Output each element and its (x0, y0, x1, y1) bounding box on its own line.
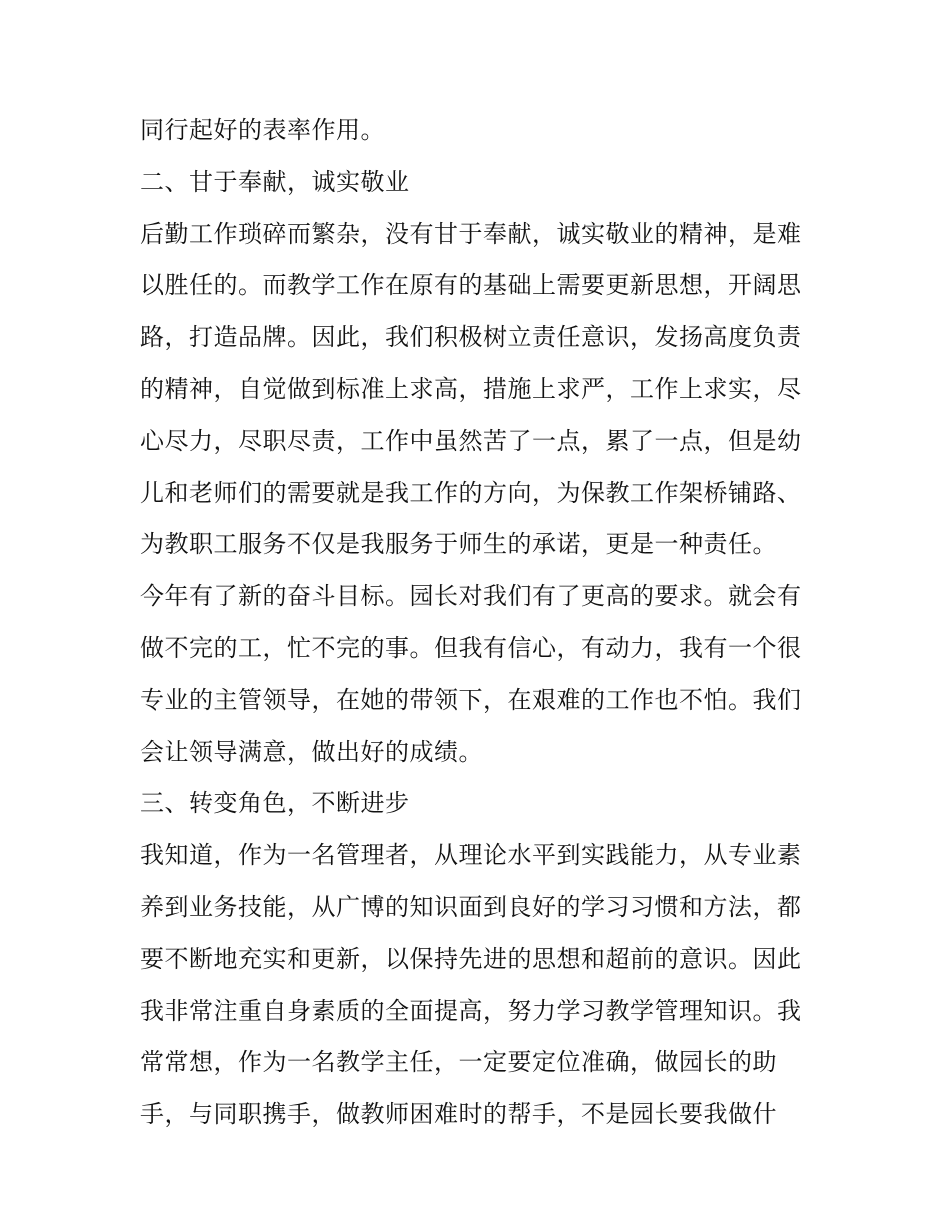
body-text (140, 105, 820, 1141)
text-line-19: 常常想，作为一名教学主任，一定要定位准确，做园长的助 (140, 1048, 777, 1077)
text-line-5: 路，打造品牌。因此，我们积极树立责任意识，发扬高度负责 (140, 323, 802, 352)
text-line-9: 为教职工服务不仅是我服务于师生的承诺，更是一种责任。 (140, 530, 777, 559)
text-line-13: 会让领导满意，做出好的成绩。 (140, 737, 483, 766)
text-line-11: 做不完的工，忙不完的事。但我有信心，有动力，我有一个很 (140, 633, 802, 662)
text-line-1: 同行起好的表率作用。 (140, 116, 385, 144)
text-line-6: 的精神，自觉做到标准上求高，措施上求严，工作上求实，尽 (140, 374, 802, 403)
text-line-20: 手，与同职携手，做教师困难时的帮手，不是园长要我做什 (140, 1100, 777, 1129)
section-heading-3: 三、转变角色，不断进步 (140, 789, 410, 818)
text-line-3: 后勤工作琐碎而繁杂，没有甘于奉献，诚实敬业的精神，是难 (140, 219, 802, 248)
text-line-17: 要不断地充实和更新，以保持先进的思想和超前的意识。因此 (140, 944, 802, 973)
section-heading-2: 二、甘于奉献，诚实敬业 (140, 167, 410, 196)
text-line-7: 心尽力，尽职尽责，工作中虽然苦了一点，累了一点，但是幼 (140, 426, 802, 455)
text-line-18: 我非常注重自身素质的全面提高，努力学习教学管理知识。我 (140, 996, 802, 1025)
text-line-16: 养到业务技能，从广博的知识面到良好的学习习惯和方法，都 (140, 892, 802, 921)
text-line-10: 今年有了新的奋斗目标。园长对我们有了更高的要求。就会有 (140, 582, 802, 611)
text-line-4: 以胜任的。而教学工作在原有的基础上需要更新思想，开阔思 (140, 271, 802, 300)
text-line-15: 我知道，作为一名管理者，从理论水平到实践能力，从专业素 (140, 841, 802, 870)
text-line-12: 专业的主管领导，在她的带领下，在艰难的工作也不怕。我们 (140, 685, 802, 714)
text-line-8: 儿和老师们的需要就是我工作的方向，为保教工作架桥铺路、 (140, 478, 802, 507)
